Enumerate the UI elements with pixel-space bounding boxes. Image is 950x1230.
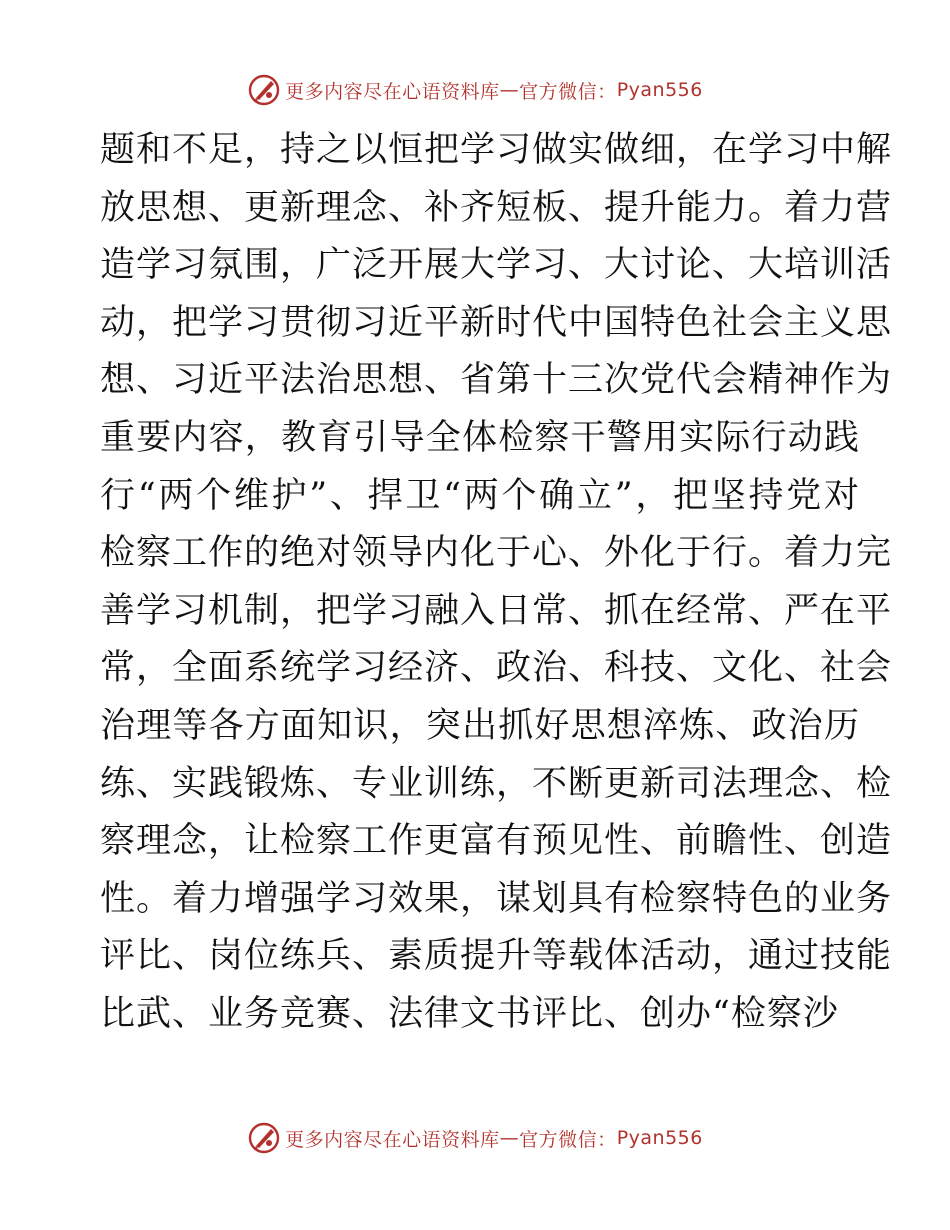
header-wechat-label: 官方微信： (519, 80, 617, 103)
body-line: 想、习近平法治思想、省第十三次党代会精神作为 (100, 360, 893, 401)
footer-wechat-label: 官方微信： (519, 1128, 617, 1151)
body-line: 治理等各方面知识，突出抓好思想淬炼、政治历 (100, 705, 860, 746)
body-line: 造学习氛围，广泛开展大学习、大讨论、大培训活 (100, 245, 893, 286)
body-line: 性。着力增强学习效果，谋划具有检察特色的业务 (100, 878, 893, 919)
body-line: 放思想、更新理念、补齐短板、提升能力。着力营 (100, 187, 893, 228)
footer-separator: — (499, 1127, 520, 1149)
pen-feather-logo-icon (247, 1121, 281, 1155)
pen-feather-logo-icon (247, 73, 281, 107)
body-line: 行“两个维护”、捍卫“两个确立”，把坚持党对 (100, 475, 860, 516)
header-banner (0, 70, 950, 110)
body-line: 善学习机制，把学习融入日常、抓在经常、严在平 (100, 590, 893, 631)
body-line: 重要内容，教育引导全体检察干警用实际行动践 (100, 417, 860, 458)
body-line: 常，全面系统学习经济、政治、科技、文化、社会 (100, 648, 893, 689)
footer-banner (0, 1118, 950, 1158)
body-line: 练、实践锻炼、专业训练，不断更新司法理念、检 (100, 763, 893, 804)
header-site-text: 更多内容尽在心语资料库 (285, 80, 500, 103)
body-line: 题和不足，持之以恒把学习做实做细，在学习中解 (100, 130, 893, 170)
body-line: 评比、岗位练兵、素质提升等载体活动，通过技能 (100, 936, 893, 977)
document-body (100, 122, 893, 1044)
body-line: 动，把学习贯彻习近平新时代中国特色社会主义思 (100, 302, 893, 343)
body-line: 察理念，让检察工作更富有预见性、前瞻性、创造 (100, 821, 893, 862)
footer-wechat-id: Pyan556 (616, 1127, 703, 1149)
header-wechat-id: Pyan556 (616, 79, 703, 101)
footer-site-text: 更多内容尽在心语资料库 (285, 1128, 500, 1151)
body-line: 比武、业务竞赛、法律文书评比、创办“检察沙 (100, 993, 839, 1034)
header-separator: — (499, 79, 520, 101)
body-line: 检察工作的绝对领导内化于心、外化于行。着力完 (100, 533, 893, 574)
